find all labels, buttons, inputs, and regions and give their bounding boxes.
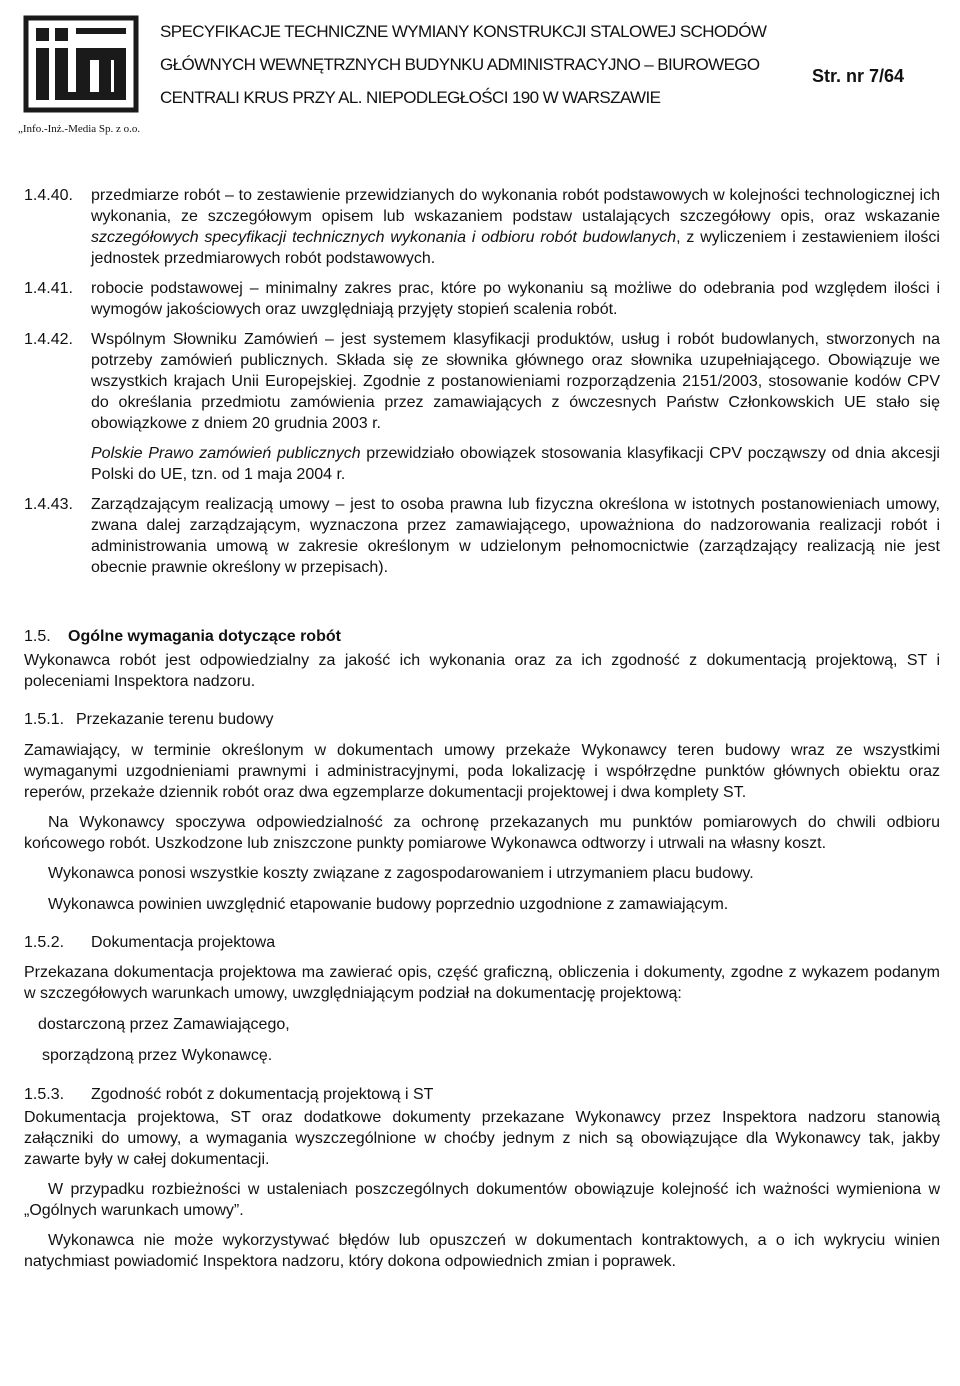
list-item: sporządzoną przez Wykonawcę. xyxy=(42,1047,273,1064)
paragraph: Wykonawca powinien uwzględnić etapowanie budowy poprzednio uzgodnione z zamawiającym. xyxy=(48,896,729,913)
header-title-line-3: CENTRALI KRUS PRZY AL. NIEPODLEGŁOŚCI 190 W WARSZAWIE xyxy=(160,88,661,107)
paragraph: Dokumentacja projektowa, ST oraz dodatkowe dokumenty przekazane Wykonawcy przez Inspektora nadzoru stanowią załączniki do umowy, a wymagania wyszczególnione w choćby jednym z nich są obowiązujące dla Wykonawcy tak, jakby zawarte były w całej dokumentacji. xyxy=(24,1109,940,1168)
cpv-note xyxy=(91,443,940,485)
paragraph: Wykonawca nie może wykorzystywać błędów lub opuszczeń w dokumentach kontraktowych, a o ich wykryciu winien natychmiast powiadomić Inspektora nadzoru, który dokona odpowiednich zmian i poprawek. xyxy=(24,1232,940,1270)
section-title: Dokumentacja projektowa xyxy=(91,934,276,951)
definition-text: robocie podstawowej – minimalny zakres prac, które po wykonaniu są możliwe do odebrania pod względem ilości i wymogów jakościowych oraz uwzględniają przyjęty stopień scalenia robót. xyxy=(91,280,940,318)
document-body xyxy=(24,185,940,1272)
definition-text-part: , z wyliczeniem i zestawieniem ilości jednostek przedmiarowych robót podstawowych. xyxy=(91,229,940,267)
company-name: „Info.-Inż.-Media Sp. z o.o. xyxy=(18,123,141,135)
paragraph: Zamawiający, w terminie określonym w dokumentach umowy przekaże Wykonawcy teren budowy wraz ze wszystkimi wymaganymi uzgodnieniami prawnymi i administracyjnymi, poda lokalizację i współrzędne punktów głównych obiektu oraz reperów, przekaże dziennik robót oraz dwa egzemplarze dokumentacji projektowej i dwa komplety ST. xyxy=(24,742,940,801)
definition-1-4-43 xyxy=(24,494,940,578)
definition-text: Wspólnym Słowniku Zamówień – jest systemem klasyfikacji produktów, usług i robót budowlanych, stworzonych na potrzeby zamówień publicznych. Składa się ze słownika głównego oraz słownika uzupełniającego. Obowiązuje we wszystkich krajach Unii Europejskiej. Zgodnie z postanowieniami rozporządzenia 2151/2003, stosowanie kodów CPV do określania przedmiotu zamówienia przez zamawiających z ówczesnych Państw Członkowskich UE stało się obowiązkowe z dniem 20 grudnia 2003 r. xyxy=(91,331,940,432)
section-title: Ogólne wymagania dotyczące robót xyxy=(68,628,341,645)
paragraph: Na Wykonawcy spoczywa odpowiedzialność za ochronę przekazanych mu punktów pomiarowych do chwili odbioru końcowego robót. Uszkodzone lub zniszczone punkty pomiarowe Wykonawca odtworzy i utrwali na własny koszt. xyxy=(24,814,940,852)
list-item: dostarczoną przez Zamawiającego, xyxy=(38,1016,290,1033)
definition-number: 1.4.43. xyxy=(24,496,73,513)
definition-1-4-41 xyxy=(24,278,940,320)
cpv-note-text: przewidziało obowiązek stosowania klasyfikacji CPV począwszy od dnia akcesji Polski do UE, tzn. od 1 maja 2004 r. xyxy=(91,445,940,483)
section-1-5-3-heading xyxy=(24,1084,940,1105)
law-name: Polskie Prawo zamówień publicznych xyxy=(91,445,361,462)
section-1-5-text: Wykonawca robót jest odpowiedzialny za jakość ich wykonania oraz za ich zgodność z dokumentacją projektową, ST i poleceniami Inspektora nadzoru. xyxy=(24,652,940,690)
section-1-5-1-heading xyxy=(24,709,940,730)
definition-number: 1.4.41. xyxy=(24,280,73,297)
definition-text-part: przedmiarze robót – to zestawienie przewidzianych do wykonania robót podstawowych w kolejności technologicznej ich wykonania, ze szczegółowym opisem lub wskazaniem podstaw ustalających szczegółowy opis, oraz wskazanie xyxy=(91,187,940,225)
company-logo xyxy=(22,14,140,114)
section-title: Zgodność robót z dokumentacją projektową i ST xyxy=(91,1086,434,1103)
section-number: 1.5.2. xyxy=(24,934,65,951)
definition-1-4-40 xyxy=(24,185,940,269)
definition-text xyxy=(91,185,940,269)
section-number: 1.5. xyxy=(24,628,51,645)
header-title-line-1: SPECYFIKACJE TECHNICZNE WYMIANY KONSTRUKCJI STALOWEJ SCHODÓW xyxy=(160,22,767,41)
definition-number: 1.4.40. xyxy=(24,187,73,204)
page-number: Str. nr 7/64 xyxy=(812,66,905,86)
definition-number: 1.4.42. xyxy=(24,331,73,348)
definition-text-italic: szczegółowych specyfikacji technicznych wykonania i odbioru robót budowlanych xyxy=(91,229,677,246)
header-title-line-2: GŁÓWNYCH WEWNĘTRZNYCH BUDYNKU ADMINISTRACYJNO – BIUROWEGO xyxy=(160,55,760,74)
section-number: 1.5.3. xyxy=(24,1086,65,1103)
section-number: 1.5.1. xyxy=(24,711,65,728)
page-header xyxy=(0,0,960,140)
definition-1-4-42 xyxy=(24,329,940,434)
paragraph: Wykonawca ponosi wszystkie koszty związane z zagospodarowaniem i utrzymaniem placu budowy. xyxy=(48,865,754,882)
section-1-5-2-heading xyxy=(24,932,940,953)
paragraph: W przypadku rozbieżności w ustaleniach poszczególnych dokumentów obowiązuje kolejność ich ważności wymieniona w „Ogólnych warunkach umowy”. xyxy=(24,1181,940,1219)
section-title: Przekazanie terenu budowy xyxy=(76,711,274,728)
paragraph: Przekazana dokumentacja projektowa ma zawierać opis, część graficzną, obliczenia i dokumenty, zgodne z wykazem podanym w szczegółowych warunkach umowy, uwzględniającym podział na dokumentację projektową: xyxy=(24,964,940,1002)
section-1-5-heading xyxy=(24,626,940,647)
definition-text: Zarządzającym realizacją umowy – jest to osoba prawna lub fizyczna określona w istotnych postanowieniach umowy, zwana dalej zarządzającym, wyznaczona przez zamawiającego, upoważniona do nadzorowania realizacji robót i administrowania umową w zakresie określonym w udzielonym pełnomocnictwie (zarządzający realizacją nie jest obecnie prawnie określony w przepisach). xyxy=(91,496,940,576)
